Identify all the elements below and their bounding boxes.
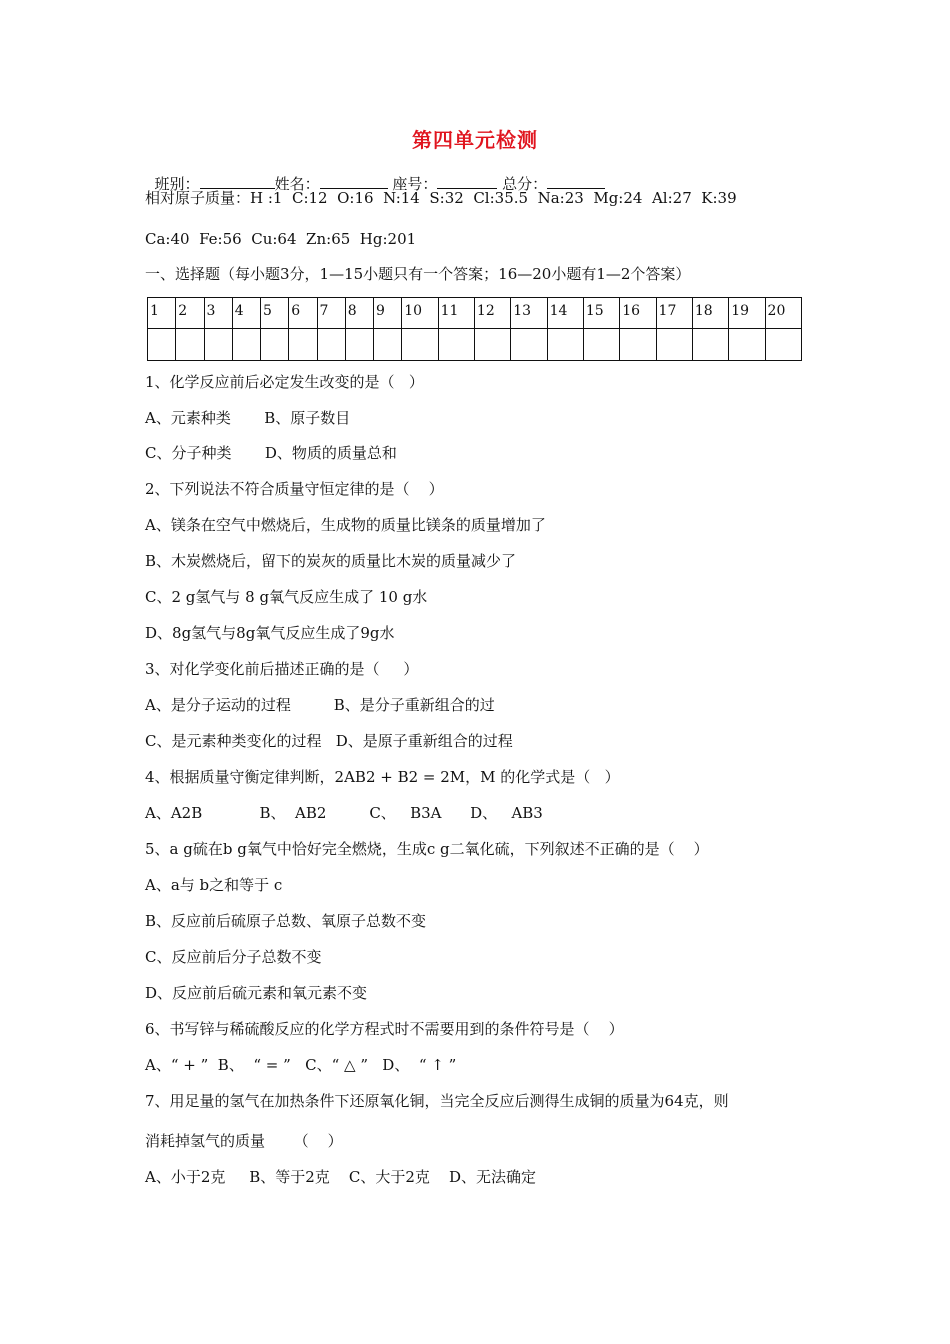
question-5-option-a: A、a与 b之和等于 c <box>145 876 283 894</box>
question-6-options: A、“ + ” B、 “ = ” C、“ △ ” D、 “ ↑ ” <box>145 1056 457 1074</box>
question-7-stem-continued: 消耗掉氢气的质量 （ ） <box>145 1132 343 1150</box>
answer-cell[interactable] <box>547 329 583 361</box>
answer-number-cell: 3 <box>204 298 232 329</box>
answer-number-cell: 4 <box>232 298 260 329</box>
score-blank[interactable] <box>547 174 605 189</box>
answer-cell[interactable] <box>729 329 765 361</box>
question-6-stem: 6、书写锌与稀硫酸反应的化学方程式时不需要用到的条件符号是（ ） <box>145 1020 624 1038</box>
page-title: 第四单元检测 <box>412 128 538 152</box>
answer-number-cell: 20 <box>765 298 801 329</box>
answer-cell[interactable] <box>765 329 801 361</box>
answer-cell[interactable] <box>656 329 692 361</box>
answer-cell[interactable] <box>176 329 204 361</box>
question-5-option-b: B、反应前后硫原子总数、氧原子总数不变 <box>145 912 427 930</box>
question-2-option-d: D、8g氢气与8g氧气反应生成了9g水 <box>145 624 395 642</box>
question-7-options: A、小于2克 B、等于2克 C、大于2克 D、无法确定 <box>145 1168 536 1186</box>
section-heading: 一、选择题（每小题3分，1—15小题只有一个答案；16—20小题有1—2个答案） <box>145 265 691 283</box>
question-7-stem: 7、用足量的氢气在加热条件下还原氧化铜，当完全反应后测得生成铜的质量为64克，则 <box>145 1092 729 1110</box>
question-2-option-c: C、2 g氢气与 8 g氧气反应生成了 10 g水 <box>145 588 428 606</box>
answer-number-cell: 2 <box>176 298 204 329</box>
answer-cell[interactable] <box>620 329 656 361</box>
question-2-stem: 2、下列说法不符合质量守恒定律的是（ ） <box>145 480 444 498</box>
answer-table <box>147 297 802 361</box>
answer-number-cell: 14 <box>547 298 583 329</box>
answer-cell[interactable] <box>317 329 345 361</box>
answer-number-cell: 15 <box>583 298 619 329</box>
answer-cell[interactable] <box>345 329 373 361</box>
question-1-stem: 1、化学反应前后必定发生改变的是（ ） <box>145 373 424 391</box>
name-label: 姓名： <box>274 175 320 193</box>
answer-number-cell: 12 <box>474 298 510 329</box>
answer-cell[interactable] <box>438 329 474 361</box>
answer-cell[interactable] <box>474 329 510 361</box>
question-5-option-d: D、反应前后硫元素和氧元素不变 <box>145 984 368 1002</box>
answer-cell[interactable] <box>583 329 619 361</box>
answer-number-cell: 1 <box>148 298 176 329</box>
seat-label: 座号： <box>387 175 438 193</box>
question-1-options-ab: A、元素种类 B、原子数目 <box>145 409 351 427</box>
answer-cell[interactable] <box>402 329 438 361</box>
answer-number-cell: 9 <box>374 298 402 329</box>
answer-number-cell: 13 <box>511 298 547 329</box>
answer-number-cell: 10 <box>402 298 438 329</box>
question-3-options-cd: C、是元素种类变化的过程 D、是原子重新组合的过程 <box>145 732 513 750</box>
answer-cell[interactable] <box>289 329 317 361</box>
score-label: 总分： <box>497 175 548 193</box>
question-1-options-cd: C、分子种类 D、物质的质量总和 <box>145 444 397 462</box>
question-5-stem: 5、a g硫在b g氧气中恰好完全燃烧，生成c g二氧化硫，下列叙述不正确的是（ ） <box>145 840 709 858</box>
answer-number-cell: 8 <box>345 298 373 329</box>
answer-number-cell: 5 <box>261 298 289 329</box>
answer-number-cell: 16 <box>620 298 656 329</box>
class-blank[interactable] <box>200 174 275 189</box>
answer-cell[interactable] <box>374 329 402 361</box>
answer-number-row <box>148 298 802 329</box>
answer-cell[interactable] <box>204 329 232 361</box>
answer-number-cell: 11 <box>438 298 474 329</box>
answer-number-cell: 18 <box>692 298 728 329</box>
class-label: 班别： <box>154 175 200 193</box>
question-4-options: A、A2B B、 AB2 C、 B3A D、 AB3 <box>145 804 543 822</box>
answer-cell[interactable] <box>148 329 176 361</box>
answer-number-cell: 19 <box>729 298 765 329</box>
answer-fill-row <box>148 329 802 361</box>
seat-blank[interactable] <box>437 174 497 189</box>
question-4-stem: 4、根据质量守衡定律判断，2AB2 + B2 = 2M，M 的化学式是（ ） <box>145 768 620 786</box>
atomic-masses-line-2: Ca:40 Fe:56 Cu:64 Zn:65 Hg:201 <box>145 230 417 248</box>
atomic-masses-line-1: 相对原子质量：H :1 C:12 O:16 N:14 S:32 Cl:35.5 Na:23 Mg:24 Al:27 K:39 <box>145 189 737 207</box>
answer-cell[interactable] <box>511 329 547 361</box>
question-2-option-b: B、木炭燃烧后，留下的炭灰的质量比木炭的质量减少了 <box>145 552 517 570</box>
question-3-stem: 3、对化学变化前后描述正确的是（ ） <box>145 660 419 678</box>
question-5-option-c: C、反应前后分子总数不变 <box>145 948 322 966</box>
answer-cell[interactable] <box>692 329 728 361</box>
answer-number-cell: 17 <box>656 298 692 329</box>
question-3-options-ab: A、是分子运动的过程 B、是分子重新组合的过 <box>145 696 495 714</box>
name-blank[interactable] <box>320 174 388 189</box>
answer-number-cell: 6 <box>289 298 317 329</box>
answer-number-cell: 7 <box>317 298 345 329</box>
answer-cell[interactable] <box>261 329 289 361</box>
answer-cell[interactable] <box>232 329 260 361</box>
question-2-option-a: A、镁条在空气中燃烧后，生成物的质量比镁条的质量增加了 <box>145 516 546 534</box>
